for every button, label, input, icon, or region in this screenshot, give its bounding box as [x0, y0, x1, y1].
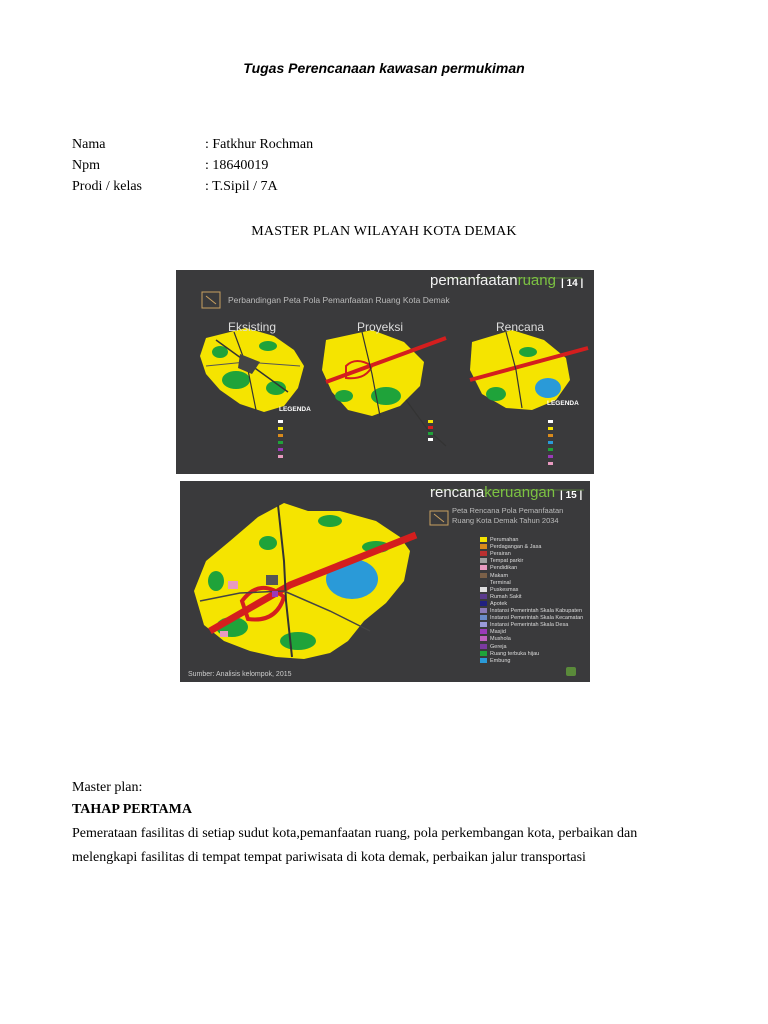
student-info — [72, 134, 313, 197]
info-label: Prodi / kelas — [72, 179, 142, 194]
legend-item — [480, 551, 511, 557]
legend-label: Perumahan — [490, 537, 519, 543]
legend-swatch — [480, 651, 487, 656]
map-rencana — [470, 330, 588, 410]
legend-label: Perdagangan & Jasa — [490, 544, 542, 551]
legend-swatch — [480, 594, 487, 599]
legend-label: Terminal — [490, 579, 511, 586]
legend-item — [480, 587, 518, 593]
legend-item — [480, 601, 507, 607]
column-label-eksisting: Eksisting — [228, 320, 277, 334]
legend-swatch — [480, 615, 487, 620]
figure-comparison-maps — [176, 270, 594, 474]
stage-description-line: melengkapi fasilitas di tempat tempat pariwisata di kota demak, perbaikan jalur transportasi — [72, 850, 586, 865]
legend-item — [480, 537, 518, 543]
legend-label: Instansi Pemerintah Skala Kecamatan — [490, 615, 584, 622]
stage-description-line: Pemerataan fasilitas di setiap sudut kota,pemanfaatan ruang, pola perkembangan kota, perbaikan dan — [72, 826, 638, 841]
figure2-subtitle-line2: Ruang Kota Demak Tahun 2034 — [452, 516, 559, 525]
legend-swatch — [480, 587, 487, 592]
info-value: : 18640019 — [205, 158, 269, 173]
brand-prefix: rencana — [430, 484, 485, 501]
stage-description — [72, 822, 712, 870]
legend-title-rencana: LEGENDA — [547, 400, 579, 407]
legend-swatch — [480, 544, 487, 549]
figure2-page-number: | 15 | — [560, 490, 583, 501]
legend-swatch — [480, 636, 487, 641]
info-value: : T.Sipil / 7A — [205, 179, 278, 194]
legend-item — [480, 565, 517, 571]
figure-planning-map — [180, 481, 590, 682]
legend-label: Ruang terbuka hijau — [490, 650, 540, 657]
legend-swatch — [480, 537, 487, 542]
legend-swatches-eksisting — [278, 420, 283, 458]
legend-label: Embung — [490, 657, 511, 664]
legend-item — [480, 608, 582, 614]
figure1-brand — [430, 272, 556, 289]
section-heading: MASTER PLAN WILAYAH KOTA DEMAK — [251, 224, 517, 239]
map-proyeksi — [322, 330, 446, 446]
legend-swatch — [480, 565, 487, 570]
legend-item — [480, 558, 523, 564]
master-plan-label: Master plan: — [72, 780, 143, 795]
document-title: Tugas Perencanaan kawasan permukiman — [243, 60, 525, 76]
legend-swatch — [480, 551, 487, 556]
brand-prefix: pemanfaatan — [430, 272, 518, 289]
legend-item — [480, 573, 508, 579]
legend-label: Instansi Pemerintah Skala Kabupaten — [490, 608, 583, 614]
map-eksisting — [200, 328, 304, 412]
info-row-npm — [72, 155, 313, 176]
legend-swatch — [480, 629, 487, 634]
figure2-source: Sumber: Analisis kelompok, 2015 — [188, 671, 292, 678]
legend-title-eksisting: LEGENDA — [279, 406, 311, 413]
legend-label: Apotek — [490, 600, 508, 607]
legend-swatch — [480, 622, 487, 627]
legend-label: Rumah Sakit — [490, 593, 522, 600]
legend-swatch — [480, 608, 487, 613]
info-value: : Fatkhur Rochman — [205, 137, 314, 152]
stage-title: TAHAP PERTAMA — [72, 802, 192, 817]
legend-item — [480, 644, 507, 650]
legend-label: Mushola — [490, 636, 511, 643]
legend-item — [480, 580, 511, 586]
legend-label: Makam — [490, 572, 509, 579]
info-row-name — [72, 134, 313, 155]
legend-item — [480, 658, 511, 664]
legend-item — [480, 594, 522, 600]
map-rencana-2034 — [194, 503, 416, 659]
legend-item — [480, 636, 511, 642]
legend-item — [480, 544, 541, 550]
legend-label: Pendidikan — [490, 565, 518, 572]
legend-label: Instansi Pemerintah Skala Desa — [490, 622, 569, 629]
legend-label: Tempat parkir — [490, 558, 524, 565]
info-row-prodi — [72, 176, 313, 197]
legend-swatch — [480, 558, 487, 563]
legend-item — [480, 622, 568, 628]
figure2-brand — [430, 484, 555, 501]
legend-swatches-rencana — [548, 420, 553, 465]
legend-swatch — [480, 658, 487, 663]
legend-label: Gereja — [490, 643, 507, 650]
corner-logo-icon — [566, 667, 576, 676]
brand-accent: ruang — [517, 272, 556, 289]
info-label: Npm — [72, 158, 100, 173]
figure2-subtitle-line1: Peta Rencana Pola Pemanfaatan — [452, 506, 564, 515]
legend-label: Masjid — [490, 629, 506, 636]
legend-label: Perairan — [490, 551, 511, 558]
legend-item — [480, 615, 583, 621]
legend-swatch — [480, 601, 487, 606]
legend-swatch — [480, 580, 487, 585]
brand-accent: keruangan — [484, 484, 556, 501]
info-label: Nama — [72, 137, 106, 152]
legend-item — [480, 629, 506, 635]
legend-swatch — [480, 573, 487, 578]
legend-swatch — [480, 644, 487, 649]
column-label-proyeksi: Proyeksi — [357, 320, 404, 334]
column-label-rencana: Rencana — [496, 320, 545, 334]
legend-item — [480, 651, 539, 657]
legend-label: Puskesmas — [490, 586, 519, 593]
figure1-page-number: | 14 | — [561, 278, 584, 289]
figure1-subtitle: Perbandingan Peta Pola Pemanfaatan Ruang Kota Demak — [228, 295, 450, 305]
